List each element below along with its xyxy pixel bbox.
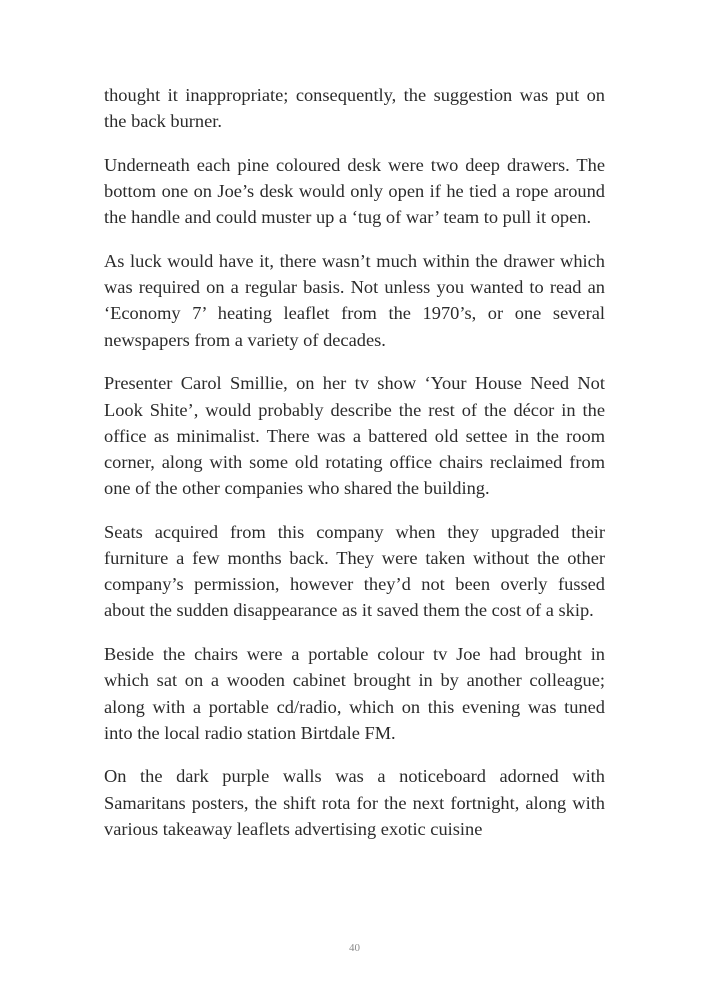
paragraph-5: Seats acquired from this company when they upgraded their furniture a few months back. They were taken without the other company’s permission, however they’d not been overly fussed about the sudden disappearance as it saved them the cost of a skip. xyxy=(104,521,605,621)
body-text xyxy=(104,82,605,860)
paragraph-2: Underneath each pine coloured desk were two deep drawers. The bottom one on Joe’s desk would only open if he tied a rope around the handle and could muster up a ‘tug of war’ team to pull it open. xyxy=(104,154,605,228)
paragraph-6: Beside the chairs were a portable colour tv Joe had brought in which sat on a wooden cabinet brought in by another colleague; along with a portable cd/radio, which on this evening was tuned into the local radio station Birtdale FM. xyxy=(104,644,605,743)
paragraph-1: thought it inappropriate; consequently, the suggestion was put on the back burner. xyxy=(104,85,605,132)
page-number: 40 xyxy=(349,942,360,954)
paragraph-4: Presenter Carol Smillie, on her tv show ‘Your House Need Not Look Shite’, would probably describe the rest of the décor in the office as minimalist. There was a battered old settee in the room corner, along with some old rotating office chairs reclaimed from one of the other companies who shared the building. xyxy=(104,373,605,499)
paragraph-7: On the dark purple walls was a noticeboard adorned with Samaritans posters, the shift rota for the next fortnight, along with various takeaway leaflets advertising exotic cuisine xyxy=(104,766,605,839)
paragraph-3: As luck would have it, there wasn’t much within the drawer which was required on a regular basis. Not unless you wanted to read an ‘Economy 7’ heating leaflet from the 1970’s, or one several newspapers from a variety of decades. xyxy=(104,251,605,350)
